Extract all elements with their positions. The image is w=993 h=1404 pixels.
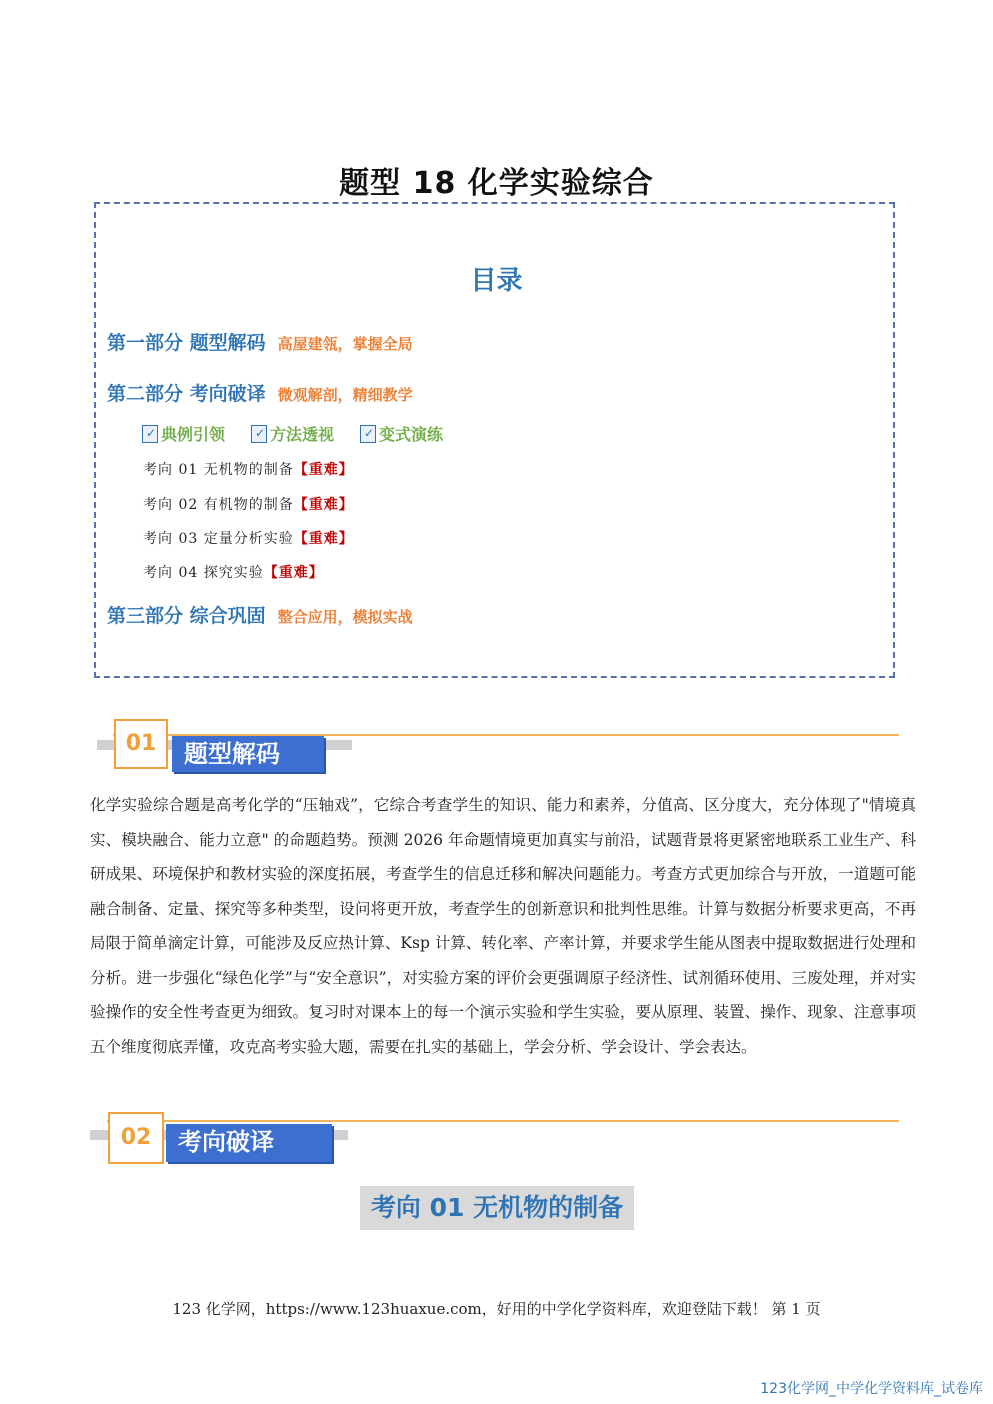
toc-part-title: 第一部分 题型解码: [107, 332, 266, 354]
toc-heading: 目录: [470, 266, 523, 296]
toc-direction-2[interactable]: [143, 494, 354, 514]
toc-direction-label: 考向 03 定量分析实验: [143, 531, 294, 547]
toc-tool-item[interactable]: [360, 422, 443, 445]
toc-direction-4[interactable]: [143, 562, 324, 582]
toc-part-3[interactable]: [107, 601, 413, 628]
toc-tool-label: 方法透视: [270, 425, 335, 444]
direction-heading: 考向 01 无机物的制备: [360, 1186, 634, 1230]
difficulty-tag: 【重难】: [263, 565, 324, 581]
toc-part-title: 第三部分 综合巩固: [107, 605, 266, 627]
toc-tool-label: 典例引领: [161, 425, 226, 444]
section-rule: [107, 1120, 899, 1122]
toc-direction-3[interactable]: [143, 528, 354, 548]
toc-direction-1[interactable]: [143, 459, 354, 479]
toc-tool-label: 变式演练: [379, 425, 444, 444]
toc-tool-item[interactable]: [142, 422, 225, 445]
checklist-icon: [251, 425, 267, 443]
page-footer: 123 化学网，https://www.123huaxue.com，好用的中学化学资料库，欢迎登陆下载！ 第 1 页: [172, 1300, 821, 1318]
difficulty-tag: 【重难】: [293, 462, 354, 478]
toc-part-subtitle: 整合应用，模拟实战: [277, 608, 413, 626]
toc-part-title: 第二部分 考向破译: [107, 383, 266, 405]
section-number: 01: [114, 719, 168, 769]
toc-part-subtitle: 微观解剖，精细教学: [277, 386, 413, 404]
difficulty-tag: 【重难】: [293, 497, 354, 513]
toc-tool-item[interactable]: [251, 422, 334, 445]
toc-direction-label: 考向 02 有机物的制备: [143, 497, 294, 513]
difficulty-tag: 【重难】: [293, 531, 354, 547]
page-title: 题型 18 化学实验综合: [339, 166, 654, 201]
section-label: 题型解码: [172, 736, 324, 772]
toc-part-subtitle: 高屋建瓴，掌握全局: [277, 335, 413, 353]
checklist-icon: [360, 425, 376, 443]
section-label: 考向破译: [166, 1124, 332, 1162]
checklist-icon: [142, 425, 158, 443]
toc-direction-label: 考向 01 无机物的制备: [143, 462, 294, 478]
section-number: 02: [108, 1112, 164, 1164]
toc-tools: [142, 422, 443, 445]
toc-part-2[interactable]: [107, 379, 413, 406]
toc-direction-label: 考向 04 探究实验: [143, 565, 264, 581]
site-watermark: 123化学网_中学化学资料库_试卷库: [760, 1381, 983, 1397]
toc-part-1[interactable]: [107, 328, 413, 355]
section-body-text: 化学实验综合题是高考化学的“压轴戏”，它综合考查学生的知识、能力和素养，分值高、区分度大，充分体现了"情境真实、模块融合、能力立意" 的命题趋势。预测 2026 年命题情境更加真实与前沿，试题背景将更紧密地联系工业生产、科研成果、环境保护和教材实验的深度拓展，考查学生的信息迁移和解决问题能力。考查方式更加综合与开放，一道题可能融合制备、定量、探究等多种类型，设问将更开放，考查学生的创新意识和批判性思维。计算与数据分析要求更高，不再局限于简单滴定计算，可能涉及反应热计算、Ksp 计算、转化率、产率计算，并要求学生能从图表中提取数据进行处理和分析。进一步强化“绿色化学”与“安全意识”，对实验方案的评价会更强调原子经济性、试剂循环使用、三废处理，并对实验操作的安全性考查更为细致。复习时对课本上的每一个演示实验和学生实验，要从原理、装置、操作、现象、注意事项五个维度彻底弄懂，攻克高考实验大题，需要在扎实的基础上，学会分析、学会设计、学会表达。: [90, 796, 916, 1056]
